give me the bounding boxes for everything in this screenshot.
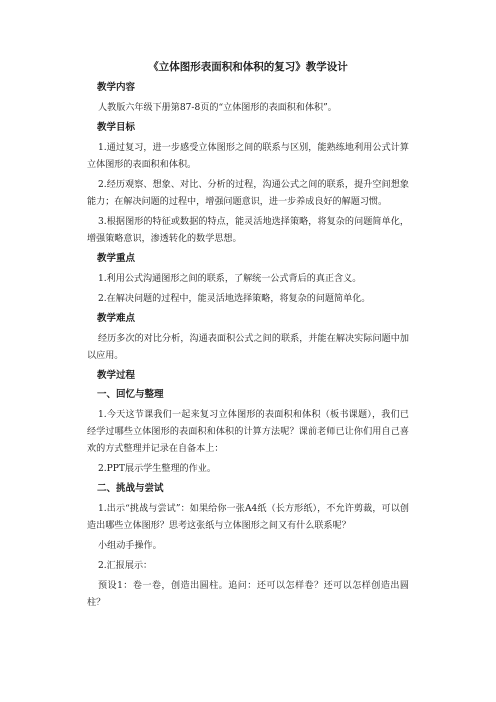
paragraph: 1.今天这节课我们一起来复习立体图形的表面积和体积（板书课题），我们已经学过哪些立体图形的表面积和体积的计算方法呢？课前老师已让你们用自己喜欢的方式整理并记录在自备本上：: [87, 410, 409, 454]
paragraph: 2.经历观察、想象、对比、分析的过程，沟通公式之间的联系，提升空间想象能力；在解决问题的过程中，增强问题意识，进一步养成良好的解题习惯。: [87, 180, 409, 207]
paragraph: 小组动手操作。: [98, 541, 162, 551]
paragraph: 预设1：卷一卷，创造出圆柱。追问：还可以怎样卷？还可以怎样创造出圆柱？: [87, 581, 409, 608]
paragraph: 1.出示“挑战与尝试”：如果给你一张A4纸（长方形纸），不允许剪裁，可以创造出哪些立体图形？思考这张纸与立体图形之间又有什么联系呢？: [87, 504, 409, 531]
paragraph: 3.根据图形的特征或数据的特点，能灵活地选择策略，将复杂的问题简单化，增强策略意识，渗透转化的数学思想。: [87, 217, 409, 244]
paragraph: 经历多次的对比分析，沟通表面积公式之间的联系，并能在解决实际问题中加以应用。: [87, 334, 409, 361]
section-heading: 教学内容: [97, 82, 136, 93]
paragraph: 人教版六年级下册第87-8页的“立体图形的表面积和体积”。: [98, 103, 337, 113]
section-heading: 教学难点: [97, 313, 136, 324]
paragraph: 1.利用公式沟通图形之间的联系，了解统一公式背后的真正含义。: [98, 274, 362, 284]
section-heading: 教学目标: [97, 122, 136, 133]
paragraph: 2.在解决问题的过程中，能灵活地选择策略，将复杂的问题简单化。: [98, 294, 371, 304]
paragraph: 2.PPT展示学生整理的作业。: [98, 464, 216, 474]
document-body: [87, 60, 409, 615]
section-heading: 二、挑战与尝试: [97, 483, 164, 494]
paragraph: 1.通过复习，进一步感受立体图形之间的联系与区别，能熟练地利用公式计算立体图形的表面积和体积。: [87, 143, 409, 170]
section-heading: 一、回忆与整理: [97, 389, 164, 400]
document-title: 《立体图形表面积和体积的复习》教学设计: [148, 61, 348, 73]
section-heading: 教学重点: [97, 253, 136, 264]
paragraph: 2.汇报展示：: [98, 561, 153, 571]
section-heading: 教学过程: [97, 370, 136, 381]
